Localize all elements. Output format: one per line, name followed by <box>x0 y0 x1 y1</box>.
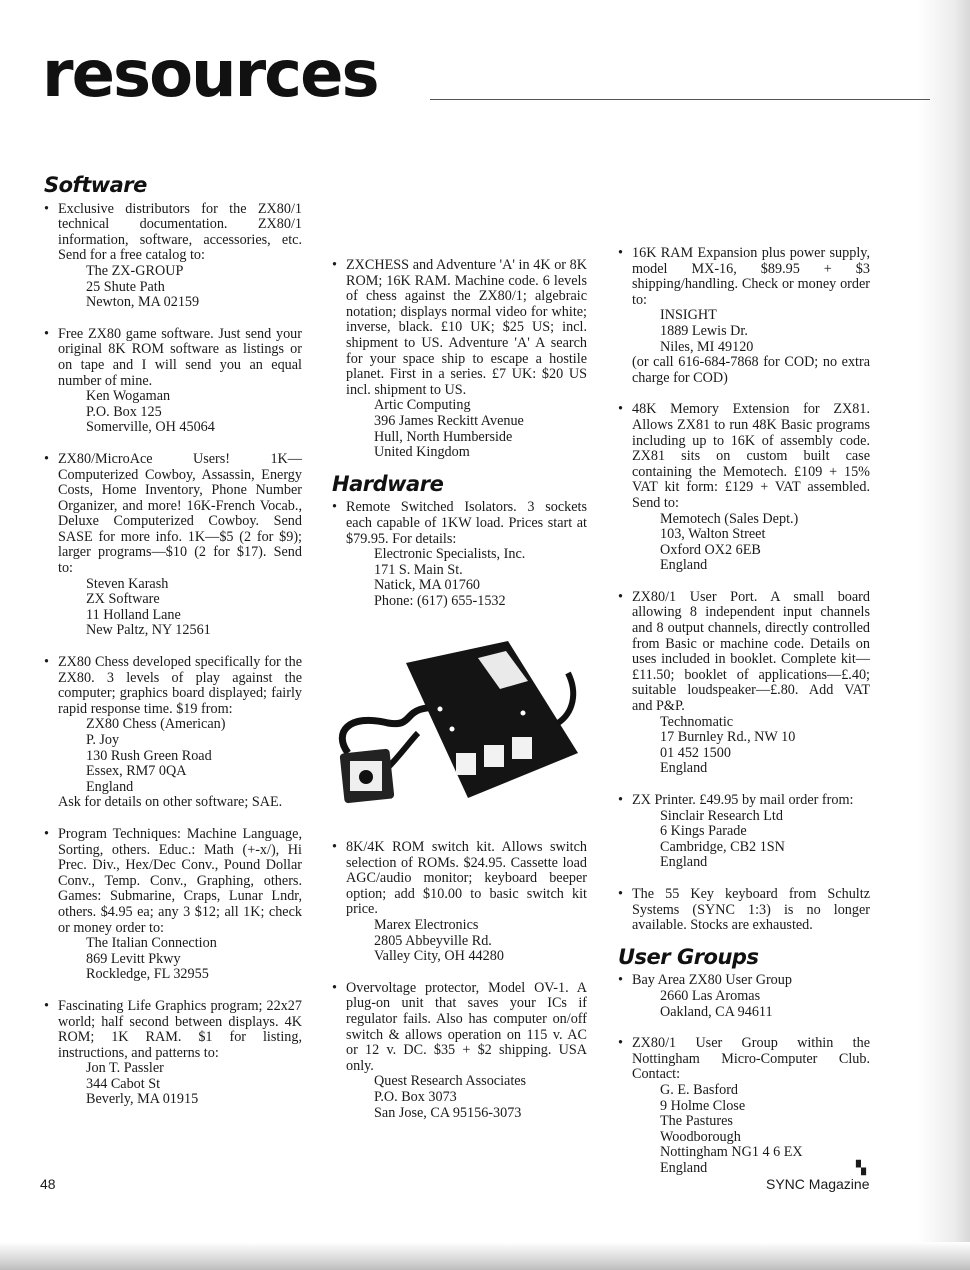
item-description: • ZX80 Chess developed specifically for the ZX80. 3 levels of play against the computer; graphics board displayed; fairly rapid response time. $19 from: <box>58 654 302 717</box>
mailing-address <box>86 717 302 795</box>
address-line: Hull, North Humberside <box>374 428 513 445</box>
item-description: • 48K Memory Extension for ZX81. Allows ZX81 to run 48K Basic programs including up to 16K of assembly code. ZX81 sits on custom built case containing the Memotech. £109 + 15% VAT kit form: £129 + VAT assembled. Send to: <box>632 401 870 511</box>
list-item <box>34 655 302 811</box>
address-line: Steven Karash <box>86 575 169 592</box>
item-description: • ZXCHESS and Adventure 'A' in 4K or 8K ROM; 16K RAM. Machine code. 6 levels of chess against the ZX80/1; algebraic notation; displays normal video for white; inverse, black. £10 UK; $25 US; incl. shipment to US. Adventure 'A' A search for your space ship to escape a hostile planet. First in a series. £7 UK: $20 US incl. shipment to US. <box>346 257 587 398</box>
item-description: • ZX80/MicroAce Users! 1K—Computerized Cowboy, Assassin, Energy Costs, Home Inventory, Phone Number Organizer, and more! 16K-French Vocab., Deluxe Computerized Cowboy. Send SASE for more info. 1K—$5 (2 for $9); larger programs—$10 (2 for $17). Send to: <box>58 450 302 577</box>
item-description: • 16K RAM Expansion plus power supply, model MX-16, $89.95 + $3 shipping/handling. Check or money order to: <box>632 245 870 308</box>
end-mark-icon: ▚ <box>856 1160 866 1176</box>
list-item <box>608 246 870 386</box>
item-description: • Fascinating Life Graphics program; 22x27 world; half second between displays. 4K ROM; 1K RAM. $1 for listing, instructions, and patterns to: <box>58 997 302 1061</box>
column-middle <box>322 258 587 1137</box>
item-description: • Overvoltage protector, Model OV-1. A plug-on unit that saves your ICs if regulator fails. Also has computer on/off switch & allows operation on 115 v. AC or 12 v. DC. $35 + $2 shipping. USA only. <box>346 979 587 1074</box>
software-list <box>34 202 302 1108</box>
list-item <box>322 258 587 461</box>
header-rule <box>430 99 930 100</box>
item-description: • Free ZX80 game software. Just send your original 8K ROM software as listings or on tape and I will send you an equal number of mine. <box>58 325 302 389</box>
mailing-address <box>660 512 870 574</box>
column-left <box>34 173 302 1124</box>
resources-logo: resources <box>42 38 378 112</box>
item-description: • Exclusive distributors for the ZX80/1 technical documentation. ZX80/1 information, software, accessories, etc. Send for a free catalog to: <box>58 200 302 264</box>
item-description: • ZX80/1 User Port. A small board allowing 8 independent input channels and 8 output channels, directly controlled from Basic or machine code. Details on uses included in booklet. Complete kit—£11.50; booklet of applications—£.40; suitable loudspeaker—£.80. Add VAT and P&P. <box>632 588 870 715</box>
address-line: The Pastures <box>660 1113 733 1130</box>
address-line: 2805 Abbeyville Rd. <box>374 932 492 949</box>
address-line: 9 Holme Close <box>660 1097 746 1114</box>
address-line: 25 Shute Path <box>86 278 165 295</box>
mailing-address <box>374 918 587 965</box>
mailing-address <box>86 1061 302 1108</box>
address-line: Natick, MA 01760 <box>374 577 481 594</box>
address-line: England <box>660 557 708 574</box>
list-item <box>608 793 870 871</box>
address-line: England <box>86 778 134 795</box>
user-groups-list <box>608 973 870 1176</box>
address-line: 171 S. Main St. <box>374 561 463 578</box>
section-heading-user-groups: User Groups <box>618 944 759 969</box>
address-line: 130 Rush Green Road <box>86 747 212 764</box>
address-line: P.O. Box 3073 <box>374 1088 457 1105</box>
magazine-name: SYNC Magazine <box>766 1176 870 1192</box>
list-item <box>608 973 870 1020</box>
address-line: Rockledge, FL 32955 <box>86 966 209 983</box>
mailing-address <box>660 989 870 1020</box>
address-line: 1889 Lewis Dr. <box>660 322 748 339</box>
page-number: 48 <box>40 1176 56 1192</box>
section-heading-hardware: Hardware <box>332 471 444 496</box>
address-line: 869 Levitt Pkwy <box>86 950 181 967</box>
item-description: • Remote Switched Isolators. 3 sockets each capable of 1KW load. Prices start at $79.95. For details: <box>346 499 587 547</box>
address-line: Quest Research Associates <box>374 1073 527 1090</box>
hardware-list <box>322 500 587 609</box>
software-list-continued <box>322 258 587 461</box>
address-line: 2660 Las Aromas <box>660 987 761 1004</box>
address-line: San Jose, CA 95156-3073 <box>374 1104 522 1121</box>
section-heading-software: Software <box>44 173 147 197</box>
item-description: • Bay Area ZX80 User Group <box>632 972 792 989</box>
address-line: Ken Wogaman <box>86 388 171 405</box>
address-line: G. E. Basford <box>660 1081 739 1098</box>
mailing-address <box>660 809 870 871</box>
list-item <box>34 327 302 436</box>
address-line: 01 452 1500 <box>660 744 731 761</box>
address-line: Memotech (Sales Dept.) <box>660 510 799 527</box>
address-line: ZX Software <box>86 591 160 608</box>
list-item <box>322 840 587 965</box>
address-line: 103, Walton Street <box>660 526 766 543</box>
isolator-photo <box>328 633 584 823</box>
mailing-address <box>660 1083 870 1177</box>
address-line: 344 Cabot St <box>86 1075 161 1092</box>
mailing-address <box>374 547 587 609</box>
mailing-address <box>660 715 870 777</box>
address-line: Jon T. Passler <box>86 1060 164 1077</box>
address-line: 6 Kings Parade <box>660 823 747 840</box>
address-line: The Italian Connection <box>86 935 217 952</box>
item-description: • ZX80/1 User Group within the Nottingham Micro-Computer Club. Contact: <box>632 1035 870 1083</box>
address-line: Valley City, OH 44280 <box>374 948 504 965</box>
item-note: Ask for details on other software; SAE. <box>58 794 283 811</box>
address-line: United Kingdom <box>374 444 470 461</box>
mailing-address <box>86 264 302 311</box>
address-line: Phone: (617) 655-1532 <box>374 592 506 609</box>
address-line: Niles, MI 49120 <box>660 338 754 355</box>
mailing-address <box>374 1074 587 1121</box>
address-line: ZX80 Chess (American) <box>86 716 226 733</box>
address-line: Artic Computing <box>374 397 471 414</box>
mailing-address <box>374 398 587 460</box>
page-bottom-shadow <box>0 1242 970 1270</box>
address-line: England <box>660 760 708 777</box>
page-edge-shadow <box>918 0 970 1270</box>
address-line: The ZX-GROUP <box>86 262 184 279</box>
item-description: • 8K/4K ROM switch kit. Allows switch selection of ROMs. $24.95. Cassette load AGC/audio monitor; keyboard beeper option; add $10.00 to basic switch kit price. <box>346 839 587 918</box>
mailing-address <box>86 389 302 436</box>
address-line: 17 Burnley Rd., NW 10 <box>660 729 796 746</box>
list-item <box>34 999 302 1108</box>
list-item <box>322 500 587 609</box>
address-line: Oakland, CA 94611 <box>660 1003 773 1020</box>
address-line: Essex, RM7 0QA <box>86 763 187 780</box>
address-line: Woodborough <box>660 1128 741 1145</box>
address-line: England ▚ <box>660 1159 866 1176</box>
address-line: Beverly, MA 01915 <box>86 1091 199 1108</box>
address-line: INSIGHT <box>660 307 717 324</box>
list-item <box>608 887 870 934</box>
address-line: 11 Holland Lane <box>86 606 181 623</box>
address-line: New Paltz, NY 12561 <box>86 622 211 639</box>
address-line: Newton, MA 02159 <box>86 294 200 311</box>
list-item <box>608 590 870 777</box>
item-description: • The 55 Key keyboard from Schultz Systems (SYNC 1:3) is no longer available. Stocks are exhausted. <box>632 885 870 934</box>
address-line: Technomatic <box>660 713 734 730</box>
column-right <box>608 246 870 1192</box>
mailing-address <box>86 936 302 983</box>
hardware-list-right <box>608 246 870 934</box>
list-item <box>322 981 587 1121</box>
address-line: Electronic Specialists, Inc. <box>374 546 526 563</box>
hardware-list-continued <box>322 840 587 1121</box>
address-line: Nottingham NG1 4 6 EX <box>660 1144 803 1161</box>
list-item <box>34 827 302 983</box>
list-item <box>608 1036 870 1176</box>
list-item <box>608 402 870 574</box>
address-line: Cambridge, CB2 1SN <box>660 838 785 855</box>
mailing-address <box>660 308 870 355</box>
address-line: P. Joy <box>86 732 120 748</box>
mailing-address <box>86 577 302 639</box>
item-description: • Program Techniques: Machine Language, Sorting, others. Educ.: Math (+-x/), Hi Prec. Div., Hex/Dec Conv., Pound Dollar Conv., Temp. Conv., Graphing, others. Games: Submarine, Craps, Lunar Lndr, others. $4.95 ea; any 3 $12; all 1K; check or money order to: <box>58 825 302 936</box>
item-description: • ZX Printer. £49.95 by mail order from: <box>632 792 854 808</box>
list-item <box>34 452 302 639</box>
address-line: Sinclair Research Ltd <box>660 807 783 824</box>
address-line: Marex Electronics <box>374 917 479 934</box>
address-line: England <box>660 854 708 871</box>
address-line: Oxford OX2 6EB <box>660 541 761 558</box>
address-line: 396 James Reckitt Avenue <box>374 412 524 429</box>
item-note: (or call 616-684-7868 for COD; no extra charge for COD) <box>632 354 870 386</box>
address-line: P.O. Box 125 <box>86 403 162 420</box>
address-line: Somerville, OH 45064 <box>86 419 215 436</box>
list-item <box>34 202 302 311</box>
